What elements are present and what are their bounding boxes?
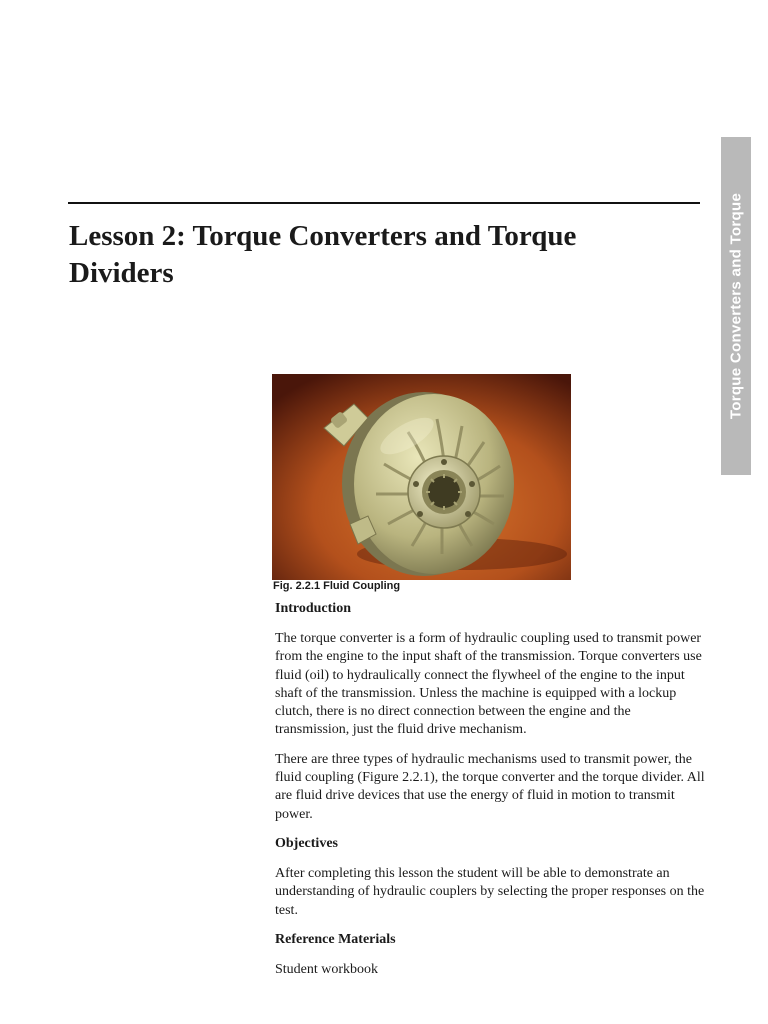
figure-caption: Fig. 2.2.1 Fluid Coupling <box>273 580 401 592</box>
objectives-paragraph: After completing this lesson the student will be able to demonstrate an understanding of hydraulic couplers by selecting the proper responses on the test. <box>275 865 705 918</box>
side-tab-label: Torque Converters and Torque <box>727 192 745 420</box>
reference-materials-paragraph: Student workbook <box>275 961 379 977</box>
objectives-heading: Objectives <box>275 835 338 851</box>
lesson-content <box>275 600 705 990</box>
fluid-coupling-photo <box>272 374 571 580</box>
reference-materials-heading: Reference Materials <box>275 931 396 947</box>
lesson-title: Lesson 2: Torque Converters and Torque Dividers <box>69 220 577 289</box>
introduction-heading: Introduction <box>275 601 351 616</box>
introduction-paragraph-1: The torque converter is a form of hydraulic coupling used to transmit power from the engine to the input shaft of the transmission. Torque converters use fluid (oil) to hydraulically connect the flywheel of the engine to the input shaft of the transmission. Unless the machine is equipped with a lockup clutch, there is no direct connection between the engine and the transmission, just the fluid drive mechanism. <box>275 631 702 738</box>
side-tab <box>721 137 751 475</box>
introduction-paragraph-2: There are three types of hydraulic mechanisms used to transmit power, the fluid coupling (Figure 2.2.1), the torque converter and the torque divider. All are fluid drive devices that use the energy of fluid in motion to transmit power. <box>275 751 705 822</box>
figure-fluid-coupling <box>272 374 571 580</box>
title-rule <box>68 202 700 204</box>
